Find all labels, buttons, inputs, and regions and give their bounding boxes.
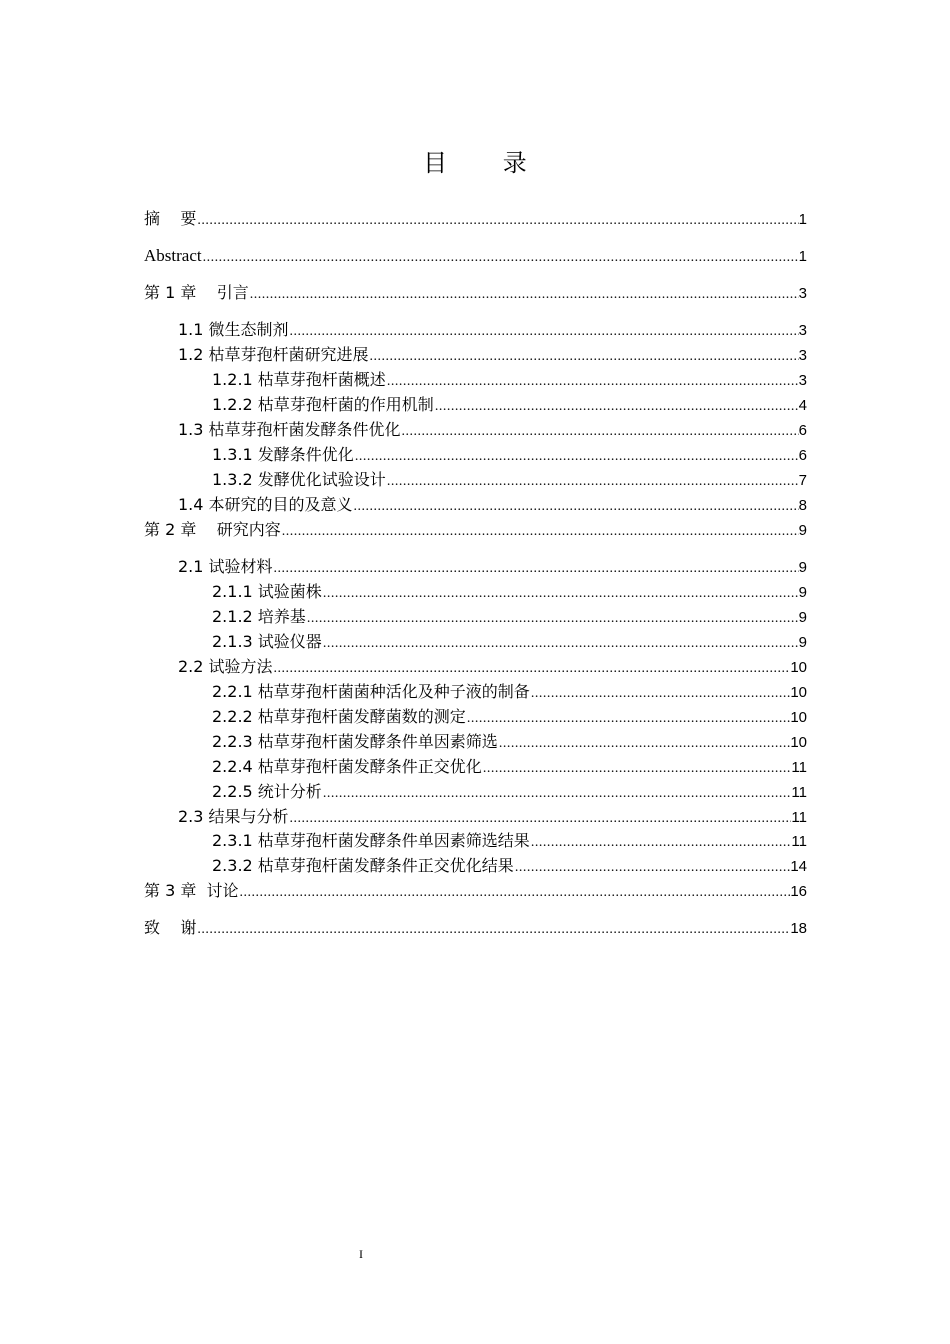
toc-entry[interactable]: [144, 917, 807, 941]
toc-entry[interactable]: [144, 282, 807, 306]
page-number-footer: I: [359, 1247, 363, 1261]
toc-entry-page: 8: [798, 497, 807, 514]
toc-entry-label: 2.2.5 统计分析: [212, 782, 322, 801]
toc-entry-label: 1.4 本研究的目的及意义: [178, 495, 353, 514]
toc-entry-page: 11: [791, 833, 807, 850]
toc-entry-label: Abstract: [144, 246, 202, 265]
toc-entry-label: 1.2 枯草芽孢杆菌研究进展: [178, 345, 369, 364]
toc-entry[interactable]: [212, 830, 807, 854]
toc-entry-page: 9: [798, 634, 807, 651]
toc-entry-page: 3: [798, 322, 807, 339]
dot-leader: [355, 446, 799, 468]
toc-entry[interactable]: [212, 444, 807, 468]
dot-leader: [323, 783, 792, 805]
toc-entry[interactable]: [212, 706, 807, 730]
toc-entry-page: 16: [790, 883, 807, 900]
dot-leader: [274, 658, 791, 680]
toc-entry[interactable]: [212, 855, 807, 879]
toc-entry-page: 11: [791, 809, 807, 826]
toc-entry-label: 2.2.3 枯草芽孢杆菌发酵条件单因素筛选: [212, 732, 498, 751]
toc-entry-label: 2.1 试验材料: [178, 557, 273, 576]
toc-entry-page: 9: [798, 522, 807, 539]
toc-entry-page: 1: [798, 211, 807, 228]
dot-leader: [197, 210, 798, 232]
dot-leader: [531, 832, 792, 854]
toc-entry-page: 3: [798, 372, 807, 389]
dot-leader: [499, 733, 791, 755]
toc-entry-page: 9: [798, 584, 807, 601]
toc-entry[interactable]: [212, 606, 807, 630]
toc-entry-label: 1.3.2 发酵优化试验设计: [212, 470, 386, 489]
toc-entry-page: 10: [790, 659, 807, 676]
toc-entry-label: 1.2.1 枯草芽孢杆菌概述: [212, 370, 386, 389]
toc-entry[interactable]: [178, 806, 807, 830]
dot-leader: [531, 683, 791, 705]
toc-entry-page: 3: [798, 347, 807, 364]
toc-entry-label: 2.1.3 试验仪器: [212, 632, 322, 651]
toc-entry-label: 2.2.1 枯草芽孢杆菌菌种活化及种子液的制备: [212, 682, 530, 701]
toc-title: 目 录: [423, 149, 551, 177]
dot-leader: [307, 608, 799, 630]
toc-entry-page: 6: [798, 447, 807, 464]
dot-leader: [203, 247, 799, 269]
toc-entry-label: 2.2.2 枯草芽孢杆菌发酵菌数的测定: [212, 707, 466, 726]
toc-entry[interactable]: [212, 731, 807, 755]
dot-leader: [290, 808, 792, 830]
toc-entry[interactable]: [212, 756, 807, 780]
dot-leader: [354, 496, 799, 518]
toc-entry-label: 2.1.2 培养基: [212, 607, 306, 626]
toc-entry[interactable]: [178, 556, 807, 580]
toc-entry-label: 第 1 章 引言: [144, 283, 249, 302]
dot-leader: [323, 583, 799, 605]
toc-entry[interactable]: [212, 631, 807, 655]
dot-leader: [387, 371, 799, 393]
toc-entry[interactable]: [144, 245, 807, 269]
toc-entry[interactable]: [144, 880, 807, 904]
toc-entry[interactable]: [212, 681, 807, 705]
toc-entry-label: 1.3.1 发酵条件优化: [212, 445, 354, 464]
toc-entry-label: 2.2.4 枯草芽孢杆菌发酵条件正交优化: [212, 757, 482, 776]
dot-leader: [274, 558, 799, 580]
toc-entry-page: 3: [798, 285, 807, 302]
toc-entry-page: 9: [798, 559, 807, 576]
toc-entry-label: 2.3 结果与分析: [178, 807, 289, 826]
toc-entry-page: 10: [790, 734, 807, 751]
toc-entry[interactable]: [144, 208, 807, 232]
dot-leader: [197, 919, 790, 941]
dot-leader: [515, 857, 791, 879]
dot-leader: [240, 882, 791, 904]
toc-entry[interactable]: [144, 519, 807, 543]
toc-entry-label: 2.3.1 枯草芽孢杆菌发酵条件单因素筛选结果: [212, 831, 530, 850]
toc-entry[interactable]: [178, 656, 807, 680]
toc-entry[interactable]: [178, 344, 807, 368]
toc-entry-page: 11: [791, 759, 807, 776]
toc-entry-page: 4: [798, 397, 807, 414]
toc-entry-label: 2.2 试验方法: [178, 657, 273, 676]
dot-leader: [467, 708, 791, 730]
toc-entry-label: 1.3 枯草芽孢杆菌发酵条件优化: [178, 420, 401, 439]
dot-leader: [483, 758, 792, 780]
toc-entry-label: 1.2.2 枯草芽孢杆菌的作用机制: [212, 395, 434, 414]
toc-entry-page: 18: [790, 920, 807, 937]
toc-entry-page: 1: [798, 248, 807, 265]
toc-entry-label: 致 谢: [144, 918, 197, 937]
toc-entry[interactable]: [212, 469, 807, 493]
dot-leader: [282, 521, 799, 543]
toc-entry-label: 2.3.2 枯草芽孢杆菌发酵条件正交优化结果: [212, 856, 514, 875]
dot-leader: [435, 396, 799, 418]
dot-leader: [370, 346, 799, 368]
toc-entry-page: 7: [798, 472, 807, 489]
toc-entry[interactable]: [178, 319, 807, 343]
toc-entry[interactable]: [212, 394, 807, 418]
toc-entry-label: 摘 要: [144, 209, 197, 228]
toc-entry-label: 1.1 微生态制剂: [178, 320, 289, 339]
toc-entry[interactable]: [178, 419, 807, 443]
dot-leader: [387, 471, 799, 493]
toc-entry[interactable]: [212, 369, 807, 393]
toc-entry[interactable]: [178, 494, 807, 518]
toc-entry-label: 2.1.1 试验菌株: [212, 582, 322, 601]
dot-leader: [323, 633, 799, 655]
toc-entry-page: 9: [798, 609, 807, 626]
toc-entry-label: 第 3 章 讨论: [144, 881, 239, 900]
toc-entry-page: 14: [790, 858, 807, 875]
toc-entry-page: 6: [798, 422, 807, 439]
toc-entry-label: 第 2 章 研究内容: [144, 520, 281, 539]
toc-entry[interactable]: [212, 581, 807, 605]
dot-leader: [290, 321, 799, 343]
dot-leader: [250, 284, 799, 306]
toc-entry-page: 10: [790, 684, 807, 701]
toc-entry-page: 11: [791, 784, 807, 801]
dot-leader: [402, 421, 799, 443]
toc-entry-page: 10: [790, 709, 807, 726]
toc-entry[interactable]: [212, 781, 807, 805]
